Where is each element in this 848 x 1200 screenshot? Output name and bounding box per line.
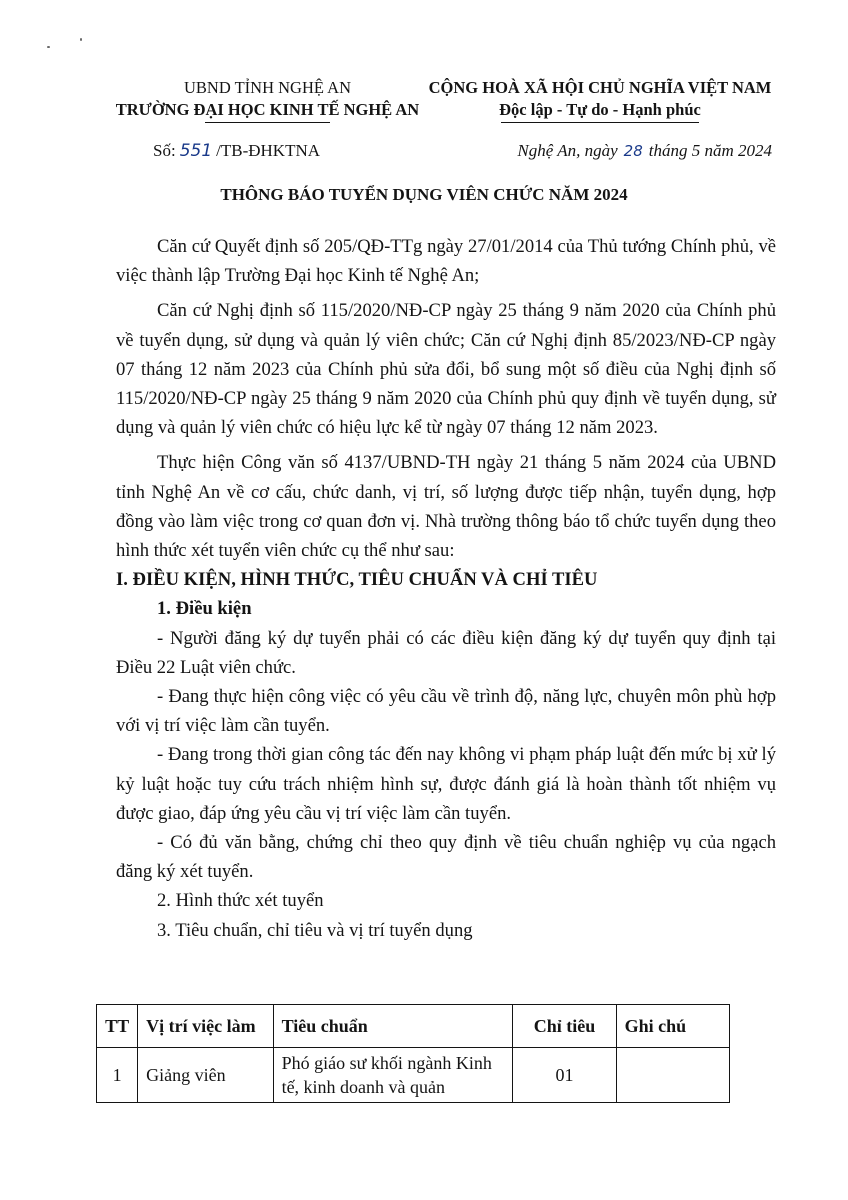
scan-speck [47,46,50,48]
national-heading [410,77,790,123]
handwritten-day: 28 [623,142,643,160]
document-body [116,232,776,945]
condition-item: - Có đủ văn bằng, chứng chỉ theo quy định về tiêu chuẩn nghiệp vụ của ngạch đăng ký xét tuyển. [116,832,776,883]
paragraph-legal-basis-2: Căn cứ Nghị định số 115/2020/NĐ-CP ngày 25 tháng 9 năm 2020 của Chính phủ về tuyển dụng, sử dụng và quản lý viên chức; Căn cứ Nghị định 85/2023/NĐ-CP ngày 07 tháng 12 năm 2023 của Chính phủ sửa đổi, bổ sung một số điều của Nghị định số 115/2020/NĐ-CP ngày 25 tháng 9 năm 2020 của Chính phủ quy định về tuyển dụng, sử dụng và quản lý viên chức có hiệu lực kể từ ngày 07 tháng 12 năm 2023. [116,300,776,439]
table-header-row [97,1005,730,1048]
table-row [97,1048,730,1103]
recruitment-table [96,1004,730,1103]
condition-item: - Đang trong thời gian công tác đến nay không vi phạm pháp luật đến mức bị xử lý kỷ luật hoặc tuy cứu trách nhiệm hình sự, được đánh giá là hoàn thành tốt nhiệm vụ được giao, đáp ứng yêu cầu vị trí việc làm cần tuyển. [116,744,776,824]
condition-item: - Người đăng ký dự tuyển phải có các điều kiện đăng ký dự tuyển quy định tại Điều 22 Luật viên chức. [116,627,776,678]
section-heading-1: I. ĐIỀU KIỆN, HÌNH THỨC, TIÊU CHUẨN VÀ CHỈ TIÊU [116,569,598,591]
issuer-university: TRƯỜNG ĐẠI HỌC KINH TẾ NGHỆ AN [115,100,420,119]
subheading-conditions: 1. Điều kiện [157,598,252,620]
issuer-block [95,77,440,123]
paragraph-legal-basis-1: Căn cứ Quyết định số 205/QĐ-TTg ngày 27/01/2014 của Thủ tướng Chính phủ, về việc thành lập Trường Đại học Kinh tế Nghệ An; [116,236,776,287]
cell-quota: 01 [513,1048,616,1103]
column-header: Ghi chú [616,1005,729,1048]
date-suffix: tháng 5 năm 2024 [648,141,772,160]
document-number [153,141,320,161]
paragraph-implementation: Thực hiện Công văn số 4137/UBND-TH ngày 21 tháng 5 năm 2024 của UBND tỉnh Nghệ An về cơ cấu, chức danh, vị trí, số lượng được tiếp nhận, tuyển dụng, hợp đồng vào làm việc trong cơ quan đơn vị. Nhà trường thông báo tổ chức tuyển dụng theo hình thức xét tuyển viên chức cụ thể như sau: [116,452,776,562]
column-header: TT [97,1005,138,1048]
issuer-underline [205,122,330,123]
cell-tt: 1 [97,1048,138,1103]
subheading-form: 2. Hình thức xét tuyển [157,890,324,912]
national-title: CỘNG HOÀ XÃ HỘI CHỦ NGHĨA VIỆT NAM [428,78,772,97]
scan-speck [80,38,82,41]
column-header: Vị trí việc làm [138,1005,273,1048]
handwritten-number: 551 [179,141,213,161]
cell-position: Giảng viên [138,1048,273,1103]
document-date [517,141,772,161]
column-header: Tiêu chuẩn [273,1005,513,1048]
motto-underline [501,122,699,123]
cell-standard: Phó giáo sư khối ngành Kinh tế, kinh doanh và quản [273,1048,513,1103]
cell-note [616,1048,729,1103]
date-prefix: Nghệ An, ngày [517,141,618,160]
column-header: Chỉ tiêu [513,1005,616,1048]
issuer-province: UBND TỈNH NGHỆ AN [184,78,351,97]
condition-item: - Đang thực hiện công việc có yêu cầu về trình độ, năng lực, chuyên môn phù hợp với vị trí việc làm cần tuyển. [116,686,776,737]
number-suffix: /TB-ĐHKTNA [216,141,321,160]
document-title: THÔNG BÁO TUYỂN DỤNG VIÊN CHỨC NĂM 2024 [220,185,628,204]
national-motto: Độc lập - Tự do - Hạnh phúc [499,100,701,119]
subheading-criteria: 3. Tiêu chuẩn, chỉ tiêu và vị trí tuyển dụng [157,919,473,941]
number-label: Số: [153,141,176,160]
